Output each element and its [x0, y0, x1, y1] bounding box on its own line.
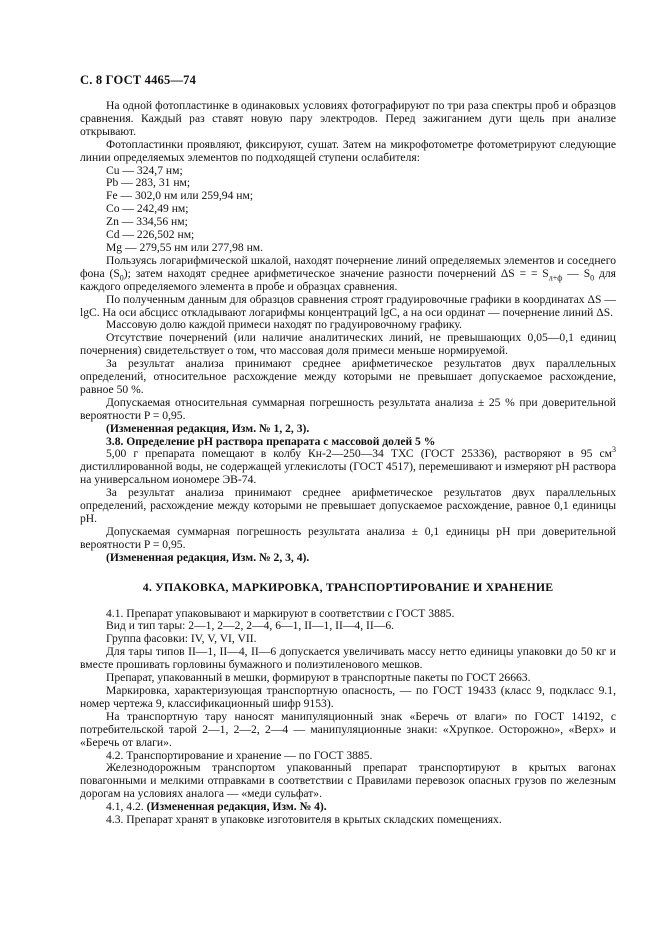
- edit-note-3: 4.1, 4.2. (Измененная редакция, Изм. № 4).: [106, 800, 327, 814]
- paragraph-blackening: Пользуясь логарифмической шкалой, находят почернение линий определяемых элементов и соседнего фона $(S_0)$; затем находят среднее арифметическое значение разности почернений ΔS = = $S_{л+ф}$ — $S_0$ для каждого определяемого элемента в пробе и образцах сравнения.: [80, 253, 616, 293]
- paragraph-4-3: 4.3. Препарат хранят в упаковке изготовителя в крытых складских помещениях.: [106, 813, 502, 827]
- paragraph-railway: Железнодорожным транспортом упакованный препарат транспортируют в крытых вагонах повагонными и мелкими отправками в соответствии с Правилами перевозок опасных грузов по железным дорогам на условиях аналога — «меди сульфат».: [80, 761, 616, 801]
- paragraph-result: За результат анализа принимают среднее арифметическое результатов двух параллельных определений, относительное расхождение между которыми не превышает допускаемое расхождение, равное 50 %.: [80, 357, 616, 396]
- paragraph-error: Допускаемая относительная суммарная погрешность результата анализа ± 25 % при доверительной вероятности P = 0,95.: [80, 395, 616, 422]
- paragraph-photoplate: На одной фотопластинке в одинаковых условиях фотографируют по три раза спектры проб и образцов сравнения. Каждый раз ставят новую пару электродов. Перед зажиганием дуги щель при анализе открывают.: [80, 99, 616, 138]
- paragraph-mass-fraction: Массовую долю каждой примеси находят по градуировочному графику.: [106, 318, 462, 332]
- paragraph-develop: Фотопластинки проявляют, фиксируют, сушат. Затем на микрофотометре фотометрируют следующие линии определяемых элементов по подходящей ступени ослабителя:: [80, 137, 616, 164]
- paragraph-4-1: 4.1. Препарат упаковывают и маркируют в соответствии с ГОСТ 3885.: [106, 606, 455, 620]
- paragraph-bags: Препарат, упакованный в мешки, формируют в транспортные пакеты по ГОСТ 26663.: [106, 671, 531, 685]
- paragraph-packing-group: Группа фасовки: IV, V, VI, VII.: [106, 632, 257, 646]
- body-text: [80, 100, 616, 827]
- edit-note-1: (Измененная редакция, Изм. № 1, 2, 3).: [106, 421, 310, 435]
- paragraph-ph-result: За результат анализа принимают среднее арифметическое результатов двух параллельных определений, расхождение между которыми не превышает допускаемое расхождение, равное 0,1 единицы pH.: [80, 486, 616, 525]
- line-mg: Mg — 279,55 нм или 277,98 нм.: [106, 240, 264, 254]
- paragraph-ph-error: Допускаемая суммарная погрешность результата анализа ± 0,1 единицы pH при доверительной вероятности P = 0,95.: [80, 524, 616, 551]
- paragraph-container-type: Вид и тип тары: 2—1, 2—2, 2—4, 6—1, II—1, II—4, II—6.: [106, 619, 395, 633]
- paragraph-calibration: По полученным данным для образцов сравнения строят градуировочные графики в координатах ΔS — lgC. На оси абсцисс откладывают логарифмы концентраций lgC, а на оси ординат — почернение линий ΔS.: [80, 292, 616, 319]
- paragraph-absence: Отсутствие почернений (или наличие аналитических линий, не превышающих 0,05—0,1 единиц почернения) свидетельствует о том, что массовая доля примеси меньше нормируемой.: [80, 331, 616, 358]
- line-fe: Fe — 302,0 нм или 259,94 нм;: [106, 189, 254, 203]
- page-header: С. 8 ГОСТ 4465—74: [80, 73, 197, 87]
- section-3-8-title: 3.8. Определение pH раствора препарата с массовой долей 5 %: [106, 434, 436, 448]
- paragraph-handling-signs: На транспортную тару наносят манипуляционный знак «Беречь от влаги» по ГОСТ 14192, с потребительской тарой 2—1, 2—2, 2—4 — манипуляционные знаки: «Хрупкое. Осторожно», «Верх» и «Беречь от влаги».: [80, 709, 616, 749]
- paragraph-net-mass: Для тары типов II—1, II—4, II—6 допускается увеличивать массу нетто единицы упаковки до 50 кг и вместе прошивать горловины бумажного и полиэтиленового мешков.: [80, 645, 616, 672]
- edit-note-2: (Измененная редакция, Изм. № 2, 3, 4).: [106, 550, 310, 564]
- paragraph-4-2: 4.2. Транспортирование и хранение — по ГОСТ 3885.: [106, 748, 373, 762]
- line-cu: Cu — 324,7 нм;: [106, 163, 183, 177]
- line-cd: Cd — 226,502 нм;: [106, 228, 195, 242]
- line-pb: Pb — 283, 31 нм;: [106, 176, 191, 190]
- paragraph-ph-method: 5,00 г препарата помещают в колбу Кн-2—250—34 ТХС (ГОСТ 25336), растворяют в 95 $см^3$ дистиллированной воды, не содержащей углекислоты (ГОСТ 4517), перемешивают и измеряют pH раствора на универсальном иономере ЭВ-74.: [80, 445, 616, 487]
- paragraph-marking: Маркировка, характеризующая транспортную опасность, — по ГОСТ 19433 (класс 9, подкласс 9.1, номер чертежа 9, классификационный шифр 9153).: [80, 683, 616, 710]
- line-co: Co — 242,49 нм;: [106, 202, 189, 216]
- section-4-title: 4. УПАКОВКА, МАРКИРОВКА, ТРАНСПОРТИРОВАНИЕ И ХРАНЕНИЕ: [142, 579, 554, 594]
- line-zn: Zn — 334,56 нм;: [106, 215, 188, 229]
